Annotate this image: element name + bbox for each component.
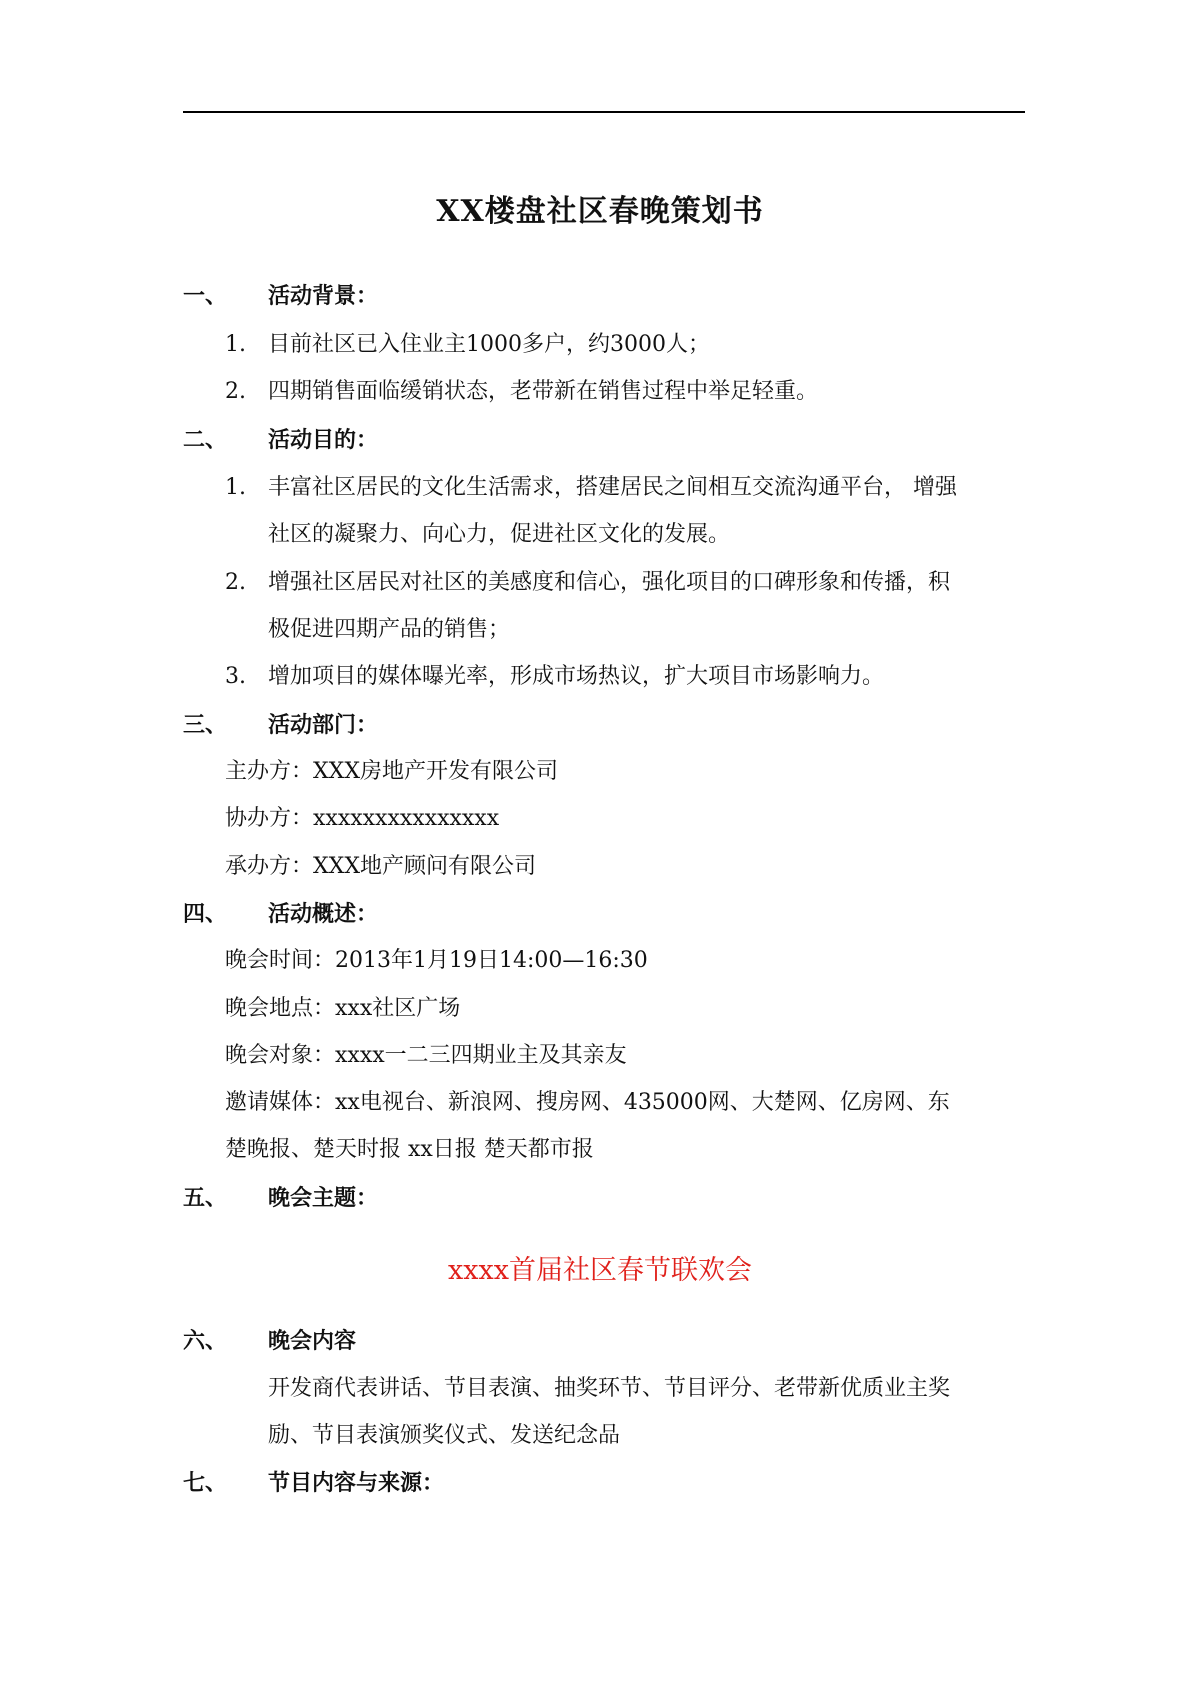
header-rule	[183, 111, 1025, 113]
background-item-2-text: 四期销售面临缓销状态，老带新在销售过程中举足轻重。	[268, 379, 819, 404]
section-5-title: 晚会主题：	[268, 1185, 379, 1211]
overview-place: 晚会地点：xxx社区广场	[225, 996, 461, 1021]
section-7-title: 节目内容与来源：	[268, 1470, 445, 1496]
department-organizer: 承办方：XXX地产顾问有限公司	[225, 854, 536, 879]
department-co-host: 协办方：xxxxxxxxxxxxxxx	[225, 806, 500, 831]
overview-media-line-1: 邀请媒体：xx电视台、新浪网、搜房网、435000网、大楚网、亿房网、东	[225, 1090, 950, 1115]
purpose-item-2-line-1: 增强社区居民对社区的美感度和信心，强化项目的口碑形象和传播，积	[268, 570, 951, 595]
document-title: XX楼盘社区春晚策划书	[436, 194, 764, 229]
section-6-number: 六、	[183, 1328, 228, 1354]
section-1-number: 一、	[183, 283, 228, 309]
purpose-item-3-line-1: 增加项目的媒体曝光率，形成市场热议，扩大项目市场影响力。	[268, 664, 885, 689]
section-3-number: 三、	[183, 712, 228, 738]
purpose-item-1-line-1: 丰富社区居民的文化生活需求，搭建居民之间相互交流沟通平台， 增强	[268, 475, 957, 500]
overview-audience: 晚会对象：xxxx一二三四期业主及其亲友	[225, 1043, 627, 1068]
purpose-item-3-number: 3.	[225, 664, 246, 689]
background-item-2-number: 2.	[225, 379, 246, 404]
section-1-title: 活动背景：	[268, 283, 379, 309]
section-3-title: 活动部门：	[268, 712, 379, 738]
section-7-number: 七、	[183, 1470, 228, 1496]
section-2-title: 活动目的：	[268, 427, 379, 453]
background-item-1-text: 目前社区已入住业主1000多户，约3000人；	[268, 332, 710, 357]
section-6-title: 晚会内容	[268, 1328, 357, 1354]
section-5-number: 五、	[183, 1185, 228, 1211]
content-line-1: 开发商代表讲话、节目表演、抽奖环节、节目评分、老带新优质业主奖	[268, 1376, 951, 1401]
event-theme: xxxx首届社区春节联欢会	[448, 1255, 752, 1286]
purpose-item-2-line-2: 极促进四期产品的销售；	[268, 617, 511, 642]
content-line-2: 励、节目表演颁奖仪式、发送纪念品	[268, 1423, 621, 1448]
purpose-item-1-line-2: 社区的凝聚力、向心力，促进社区文化的发展。	[268, 522, 731, 547]
section-4-title: 活动概述：	[268, 901, 379, 927]
background-item-1-number: 1.	[225, 332, 246, 357]
section-4-number: 四、	[183, 901, 228, 927]
department-host: 主办方：XXX房地产开发有限公司	[225, 759, 558, 784]
section-2-number: 二、	[183, 427, 228, 453]
overview-time: 晚会时间：2013年1月19日14:00—16:30	[225, 948, 648, 973]
purpose-item-2-number: 2.	[225, 570, 246, 595]
overview-media-line-2: 楚晚报、楚天时报 xx日报 楚天都市报	[225, 1137, 594, 1162]
purpose-item-1-number: 1.	[225, 475, 246, 500]
